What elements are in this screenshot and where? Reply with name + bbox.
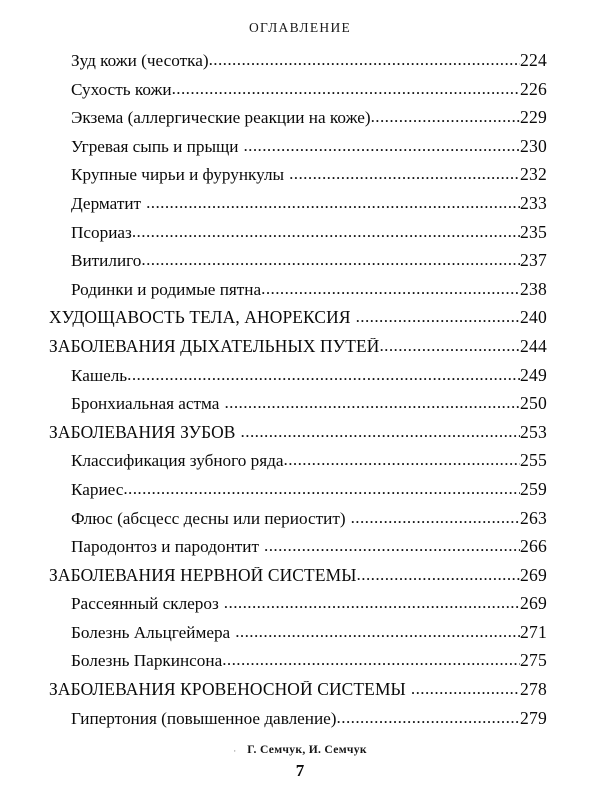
toc-entry-page: 279 xyxy=(520,709,547,728)
toc-entry-page: 237 xyxy=(520,252,547,271)
toc-entry-page: 255 xyxy=(520,452,547,471)
toc-dot-leader xyxy=(209,52,520,68)
page-footer xyxy=(0,740,600,758)
toc-entry-page: 230 xyxy=(520,137,547,156)
toc-entry-page: 240 xyxy=(520,309,547,328)
toc-entry[interactable] xyxy=(0,109,600,138)
toc-dot-leader xyxy=(261,281,520,297)
toc-entry[interactable] xyxy=(0,395,600,424)
toc-entry-page: 249 xyxy=(520,366,547,385)
toc-entry-title: Родинки и родимые пятна xyxy=(71,280,262,299)
toc-dot-leader xyxy=(289,166,520,182)
toc-entry[interactable] xyxy=(0,538,600,567)
toc-dot-leader xyxy=(146,195,520,211)
toc-entry-page: 226 xyxy=(520,80,547,99)
toc-entry[interactable] xyxy=(0,510,600,539)
toc-dot-leader xyxy=(356,309,520,325)
toc-entry[interactable] xyxy=(0,252,600,281)
toc-entry-title: Флюс (абсцесс десны или периостит) xyxy=(71,509,346,528)
toc-entry-title: ЗАБОЛЕВАНИЯ ДЫХАТЕЛЬНЫХ ПУТЕЙ xyxy=(49,337,380,356)
toc-entry[interactable] xyxy=(0,138,600,167)
toc-dot-leader xyxy=(127,367,520,383)
toc-dot-leader xyxy=(123,481,520,497)
toc-entry-page: 269 xyxy=(520,595,547,614)
toc-entry-title: Бронхиальная астма xyxy=(71,395,220,414)
toc-entry-page: 271 xyxy=(520,623,547,642)
toc-entry-title: Крупные чирьи и фурункулы xyxy=(71,166,285,185)
toc-entry-title: Болезнь Паркинсона xyxy=(71,652,223,671)
toc-entry[interactable] xyxy=(0,481,600,510)
toc-entry-page: 259 xyxy=(520,480,547,499)
toc-entry[interactable] xyxy=(0,309,600,338)
toc-entry[interactable] xyxy=(0,338,600,367)
toc-entry[interactable] xyxy=(0,195,600,224)
toc-entry[interactable] xyxy=(0,166,600,195)
toc-dot-leader xyxy=(351,510,520,526)
toc-entry-page: 244 xyxy=(520,337,547,356)
toc-dot-leader xyxy=(357,567,520,583)
toc-dot-leader xyxy=(371,109,520,125)
toc-entry[interactable] xyxy=(0,710,600,739)
toc-entry-title: ЗАБОЛЕВАНИЯ ЗУБОВ xyxy=(49,423,236,442)
toc-entry[interactable] xyxy=(0,452,600,481)
page-number: 7 xyxy=(295,761,305,780)
toc-dot-leader xyxy=(337,710,520,726)
toc-entry-title: ХУДОЩАВОСТЬ ТЕЛА, АНОРЕКСИЯ xyxy=(49,309,351,328)
toc-entry-page: 233 xyxy=(520,194,547,213)
toc-entry-page: 269 xyxy=(520,566,547,585)
toc-entry-title: Болезнь Альцгеймера xyxy=(71,623,231,642)
toc-dot-leader xyxy=(379,338,520,354)
running-head: ОГЛАВЛЕНИЕ xyxy=(248,20,352,35)
toc-dot-leader xyxy=(172,81,520,97)
toc-entry-title: Рассеянный склероз xyxy=(71,595,219,614)
toc-entry-page: 224 xyxy=(520,52,547,70)
toc-entry-title: Сухость кожи xyxy=(71,80,172,99)
toc-entry[interactable] xyxy=(0,681,600,710)
toc-entry-title: Классификация зубного ряда xyxy=(71,452,284,471)
toc-entry[interactable] xyxy=(0,367,600,396)
toc-entry-page: 266 xyxy=(520,538,547,557)
toc-dot-leader xyxy=(241,424,520,440)
toc-entry-title: ЗАБОЛЕВАНИЯ НЕРВНОЙ СИСТЕМЫ xyxy=(49,566,357,585)
toc-entry[interactable] xyxy=(0,624,600,653)
toc-dot-leader xyxy=(411,681,520,697)
toc-dot-leader xyxy=(222,652,520,668)
toc-dot-leader xyxy=(224,395,520,411)
table-of-contents xyxy=(0,52,600,738)
toc-entry-title: Витилиго xyxy=(71,252,142,271)
toc-entry-title: Экзема (аллергические реакции на коже) xyxy=(71,109,371,128)
toc-entry[interactable] xyxy=(0,652,600,681)
toc-entry-page: 253 xyxy=(520,423,547,442)
toc-entry-title: Гипертония (повышенное давление) xyxy=(71,709,337,728)
toc-entry-title: Псориаз xyxy=(71,223,132,242)
footer-authors: Г. Семчук, И. Семчук xyxy=(247,743,367,756)
toc-entry-page: 229 xyxy=(520,109,547,128)
toc-entry-title: Кашель xyxy=(71,366,128,385)
toc-entry-title: Пародонтоз и пародонтит xyxy=(71,538,260,557)
toc-entry-page: 250 xyxy=(520,395,547,414)
toc-entry[interactable] xyxy=(0,424,600,453)
toc-entry-title: Зуд кожи (чесотка) xyxy=(71,52,209,70)
toc-entry-title: ЗАБОЛЕВАНИЯ КРОВЕНОСНОЙ СИСТЕМЫ xyxy=(49,681,406,700)
toc-entry[interactable] xyxy=(0,81,600,110)
toc-entry[interactable] xyxy=(0,281,600,310)
toc-dot-leader xyxy=(243,138,520,154)
toc-dot-leader xyxy=(141,252,520,268)
toc-entry-title: Дерматит xyxy=(71,194,142,213)
toc-entry[interactable] xyxy=(0,224,600,253)
toc-entry-page: 232 xyxy=(520,166,547,185)
toc-entry[interactable] xyxy=(0,567,600,596)
toc-dot-leader xyxy=(235,624,520,640)
toc-entry-page: 263 xyxy=(520,509,547,528)
toc-entry-page: 278 xyxy=(520,681,547,700)
toc-dot-leader xyxy=(284,452,521,468)
toc-dot-leader xyxy=(132,224,520,240)
toc-entry-title: Кариес xyxy=(71,480,124,499)
toc-entry-page: 275 xyxy=(520,652,547,671)
toc-dot-leader xyxy=(264,538,520,554)
toc-dot-leader xyxy=(224,595,520,611)
toc-entry-page: 238 xyxy=(520,280,547,299)
footer-mark-icon: · xyxy=(233,746,237,757)
toc-entry-page: 235 xyxy=(520,223,547,242)
toc-entry-title: Угревая сыпь и прыщи xyxy=(71,137,239,156)
toc-entry[interactable] xyxy=(0,595,600,624)
toc-entry[interactable] xyxy=(0,52,600,81)
